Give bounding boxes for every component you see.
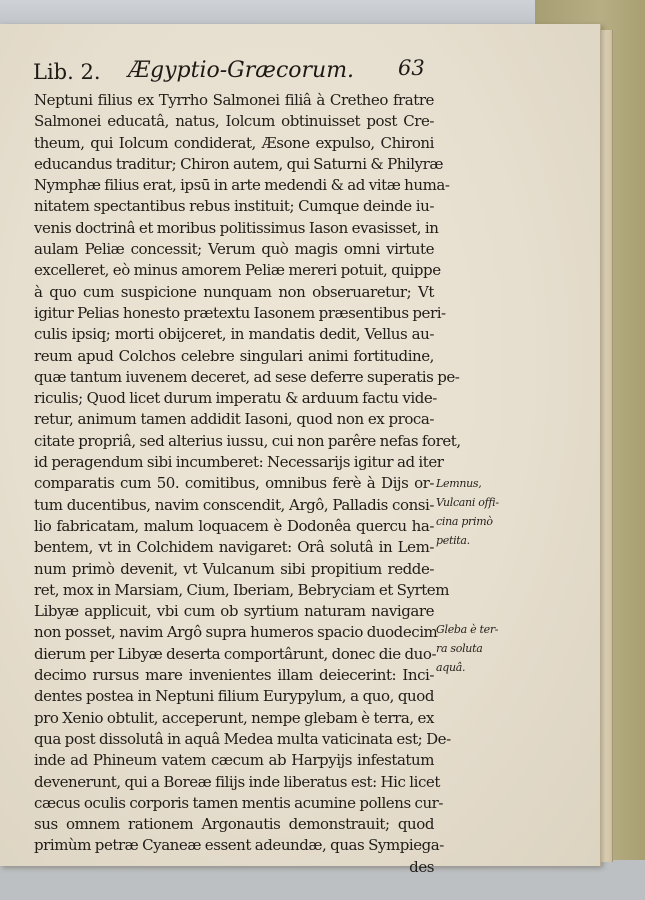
margin-note-line: Lemnus, [436, 477, 482, 490]
text-line: nitatem spectantibus rebus instituit; Cumque deinde iu- [34, 197, 434, 216]
text-line: num primò devenit, vt Vulcanum sibi propitium redde- [34, 559, 434, 578]
text-line: citate propriâ, sed alterius iussu, cui non parêre nefas foret, [34, 431, 461, 450]
text-line: sus omnem rationem Argonautis demonstrauit; quod [34, 815, 434, 834]
text-line: primùm petræ Cyaneæ essent adeundæ, quas Sympiega- [34, 836, 444, 855]
text-line: Nymphæ filius erat, ipsū in arte medendi & ad vitæ huma- [34, 176, 450, 195]
text-line: theum, qui Iolcum condiderat, Æsone expulso, Chironi [34, 133, 434, 152]
margin-note-gleba [436, 620, 516, 677]
text-line: ret, mox in Marsiam, Cium, Iberiam, Bebryciam et Syrtem [34, 580, 450, 599]
text-line: comparatis cum 50. comitibus, omnibus ferè à Dijs or- [34, 474, 434, 493]
text-line: reum apud Colchos celebre singulari animi fortitudine, [34, 346, 434, 365]
text-line: excelleret, eò minus amorem Peliæ mereri potuit, quippe [34, 261, 441, 280]
page-number: 63 [398, 56, 425, 80]
margin-note-line: Vulcani offi- [436, 496, 499, 509]
text-line: tum ducentibus, navim conscendit, Argô, Palladis consi- [34, 495, 434, 514]
text-line: venis doctrinâ et moribus politissimus Iason evasisset, in [34, 218, 439, 237]
text-line: Libyæ applicuit, vbi cum ob syrtium naturam navigare [34, 602, 434, 621]
text-line: des [409, 857, 434, 876]
text-line: dentes postea in Neptuni filium Eurypylum, a quo, quod [34, 687, 434, 706]
text-line: Neptuni filius ex Tyrrho Salmonei filiâ à Cretheo fratre [34, 91, 434, 109]
text-line: devenerunt, qui a Boreæ filijs inde liberatus est: Hic licet [34, 772, 440, 791]
text-line: qua post dissolutâ in aquâ Medea multa vaticinata est; De- [34, 729, 451, 748]
margin-note-line: petita. [436, 534, 470, 547]
text-line: id peragendum sibi incumberet: Necessarijs igitur ad iter [34, 453, 444, 472]
text-line: igitur Pelias honesto prætextu Iasonem præsentibus peri- [34, 303, 446, 322]
text-line: educandus traditur; Chiron autem, qui Saturni & Philyræ [34, 154, 444, 173]
text-line: bentem, vt in Colchidem navigaret: Orâ solutâ in Lem- [34, 538, 434, 557]
book-label: Lib. 2. [33, 60, 101, 84]
text-line: culis ipsiq; morti obijceret, in mandatis dedit, Vellus au- [34, 325, 434, 344]
margin-note-line: aquâ. [436, 661, 466, 674]
text-line: inde ad Phineum vatem cæcum ab Harpyijs infestatum [34, 751, 434, 770]
text-line: retur, animum tamen addidit Iasoni, quod non ex proca- [34, 410, 434, 429]
running-header [0, 56, 430, 90]
text-line: aulam Peliæ concessit; Verum quò magis omni virtute [34, 240, 434, 259]
margin-note-lemnus [436, 474, 516, 550]
margin-note-line: Gleba è ter- [436, 623, 499, 636]
running-title: Ægyptio-Græcorum. [128, 58, 355, 83]
text-line: Salmonei educatâ, natus, Iolcum obtinuisset post Cre- [34, 112, 434, 131]
margin-note-line: ra soluta [436, 642, 483, 655]
text-line: dierum per Libyæ deserta comportârunt, donec die duo- [34, 644, 437, 663]
text-line: à quo cum suspicione nunquam non obseruaretur; Vt [34, 282, 434, 301]
text-line: cæcus oculis corporis tamen mentis acumine pollens cur- [34, 793, 444, 812]
text-line: pro Xenio obtulit, acceperunt, nempe glebam è terra, ex [34, 708, 434, 727]
text-line: quæ tantum iuvenem deceret, ad sese deferre superatis pe- [34, 367, 460, 386]
text-line: lio fabricatam, malum loquacem è Dodonêa quercu ha- [34, 516, 434, 535]
margin-note-line: cina primò [436, 515, 493, 528]
text-line: riculis; Quod licet durum imperatu & arduum factu vide- [34, 389, 437, 408]
text-line: decimo rursus mare invenientes illam deiecerint: Inci- [34, 666, 434, 685]
text-line: non posset, navim Argô supra humeros spacio duodecim [34, 623, 438, 642]
